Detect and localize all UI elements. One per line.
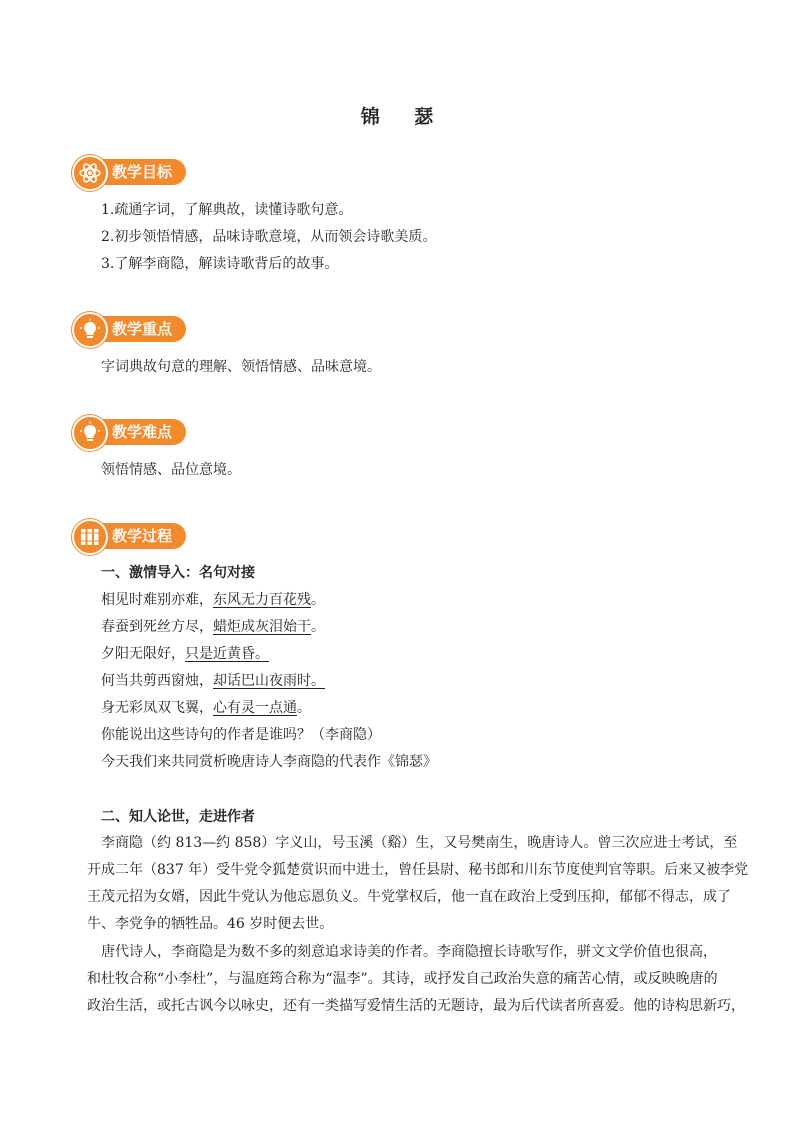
poet-line: 唐代诗人，李商隐是为数不多的刻意追求诗美的作者。李商隐擅长诗歌写作，骈文文学价值也很高， [101, 944, 717, 960]
difficulties-text: 领悟情感、品位意境。 [101, 462, 241, 478]
objective-item: 3.了解李商隐，解读诗歌背后的故事。 [101, 256, 339, 272]
objectives-heading: 教学目标 [112, 163, 173, 181]
verse-line: 春蚕到死丝方尽，蜡炬成灰泪始干。 [101, 619, 325, 635]
poet-line: 政治生活，或托古讽今以咏史，还有一类描写爱情生活的无题诗，最为后代读者所喜爱。他的诗构思新巧， [87, 998, 745, 1014]
bio-line: 牛、李党争的牺牲品。46 岁时便去世。 [87, 916, 334, 932]
bio-line: 开成二年（837 年）受牛党令狐楚赏识而中进士，曾任县尉、秘书郎和川东节度使判官等职。后来又被李党 [87, 862, 749, 878]
verse-line: 何当共剪西窗烛，却话巴山夜雨时。 [101, 673, 325, 689]
key-points-heading: 教学重点 [112, 320, 173, 338]
bio-line: 李商隐（约 813—约 858）字义山，号玉溪（谿）生，又号樊南生，晚唐诗人。曾三次应进士考试，至 [101, 835, 738, 851]
lightbulb-icon [72, 415, 108, 451]
books-icon [72, 519, 108, 555]
verse-line: 相见时难别亦难，东风无力百花残。 [101, 592, 325, 608]
objectives-badge [72, 155, 186, 189]
process-heading: 教学过程 [112, 527, 173, 545]
author-question: 你能说出这些诗句的作者是谁吗？（李商隐） [101, 727, 381, 743]
lightbulb-icon [72, 312, 108, 348]
process-badge [72, 519, 186, 553]
bio-line: 王茂元招为女婿，因此牛党认为他忘恩负义。牛党掌权后，他一直在政治上受到压抑，郁郁不得志，成了 [87, 889, 731, 905]
difficulties-badge [72, 415, 186, 449]
difficulties-heading: 教学难点 [112, 423, 173, 441]
verse-line: 夕阳无限好，只是近黄昏。 [101, 646, 269, 662]
atom-icon [72, 155, 108, 191]
verse-line: 身无彩凤双飞翼，心有灵一点通。 [101, 700, 311, 716]
key-points-text: 字词典故句意的理解、领悟情感、品味意境。 [101, 359, 381, 375]
part1-title: 一、激情导入：名句对接 [101, 565, 255, 581]
part2-title: 二、知人论世，走进作者 [101, 809, 255, 825]
key-points-badge [72, 312, 186, 346]
intro-text: 今天我们来共同赏析晚唐诗人李商隐的代表作《锦瑟》 [101, 754, 437, 770]
page-title: 锦 瑟 [360, 106, 448, 128]
poet-line: 和杜牧合称“小李杜”，与温庭筠合称为“温李”。其诗，或抒发自己政治失意的痛苦心情，或反映晚唐的 [87, 971, 718, 987]
objective-item: 1.疏通字词，了解典故，读懂诗歌句意。 [101, 202, 353, 218]
objective-item: 2.初步领悟情感，品味诗歌意境，从而领会诗歌美质。 [101, 229, 437, 245]
